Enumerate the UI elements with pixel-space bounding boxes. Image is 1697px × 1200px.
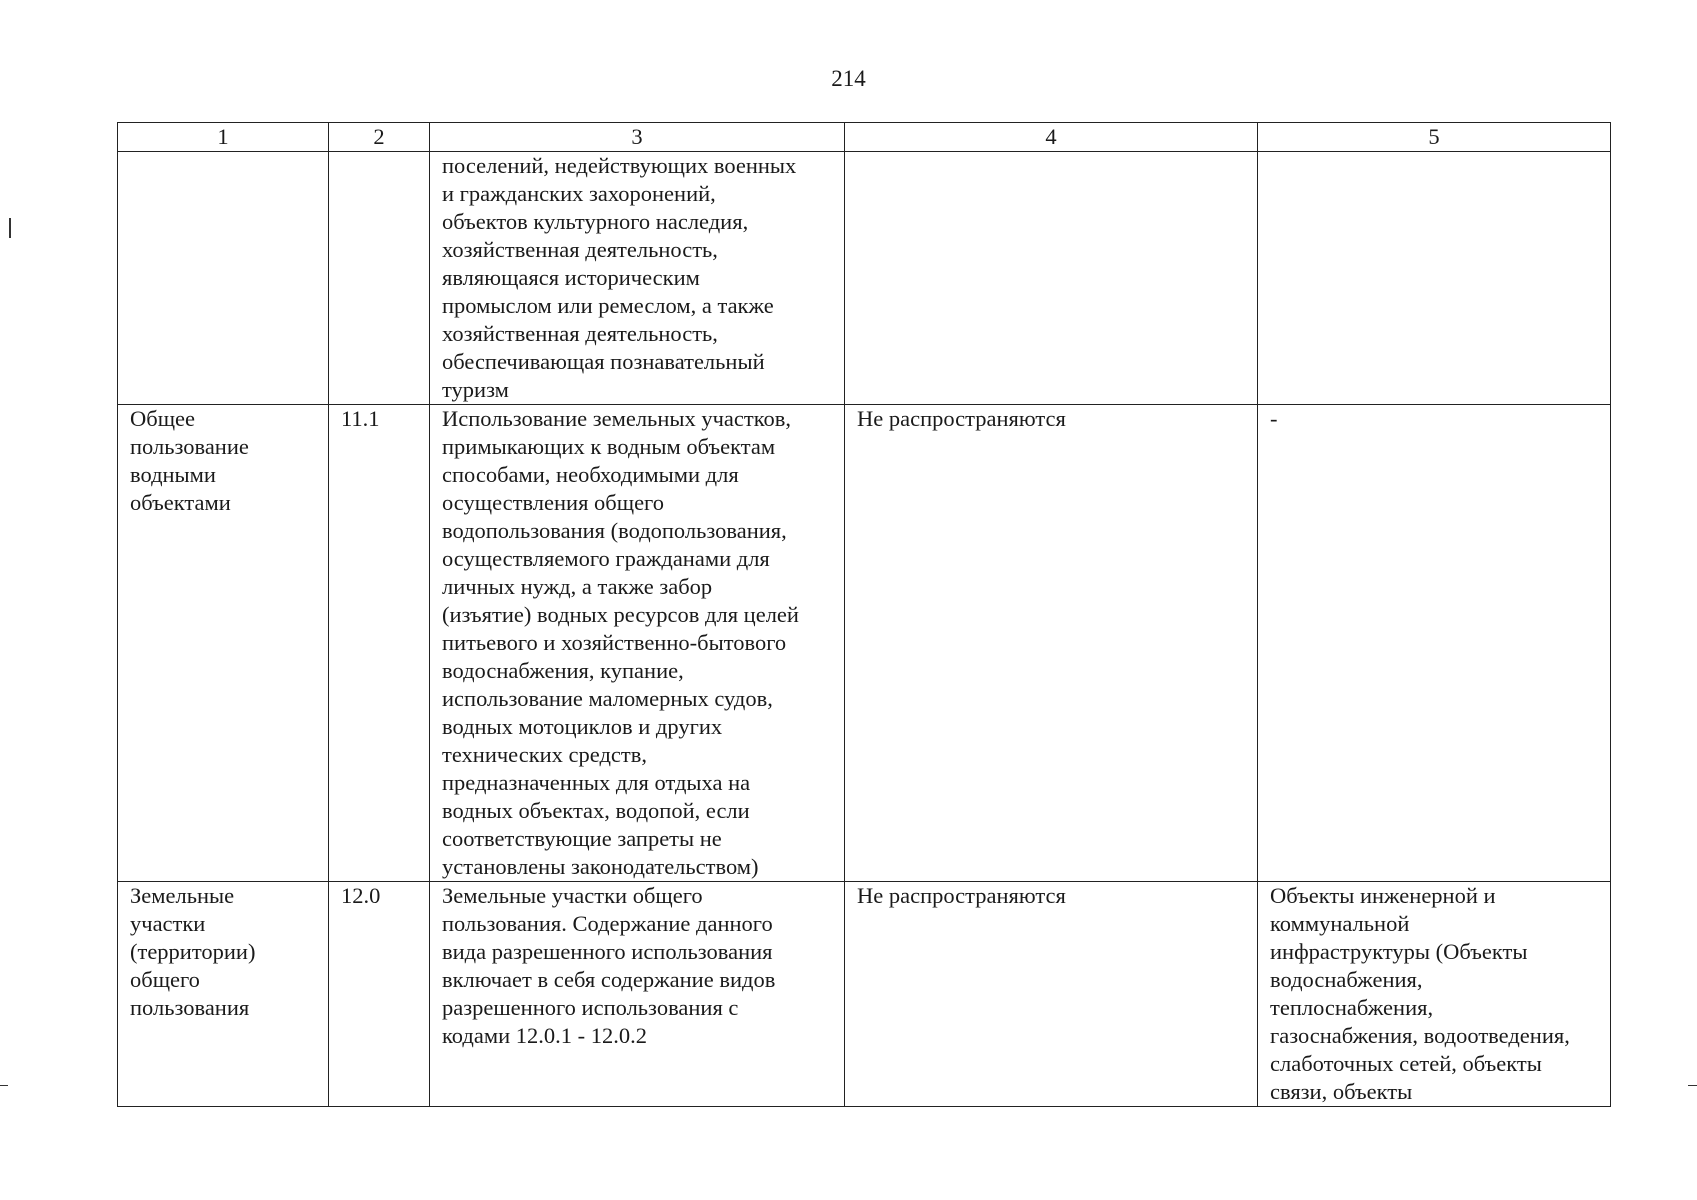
cell-name <box>118 405 329 882</box>
header-col-5: 5 <box>1258 123 1611 152</box>
cell-restrictions-text: Не распространяются <box>857 883 1066 908</box>
scan-artifact-mark <box>0 1085 8 1086</box>
cell-code <box>329 405 430 882</box>
cell-name-text: Общее пользование водными объектами <box>130 406 249 515</box>
cell-objects <box>1258 882 1611 1107</box>
table-row <box>118 405 1611 882</box>
scan-artifact-mark <box>9 218 11 238</box>
header-col-3: 3 <box>430 123 845 152</box>
cell-name <box>118 152 329 405</box>
table-header <box>118 123 1611 152</box>
cell-objects <box>1258 405 1611 882</box>
page-number: 214 <box>831 66 866 91</box>
cell-restrictions <box>845 152 1258 405</box>
cell-objects <box>1258 152 1611 405</box>
cell-description-text: поселений, недействующих военных и гражданских захоронений, объектов культурного наследия, хозяйственная деятельность, являющаяся историческим промыслом или ремеслом, а также хозяйственная деятельность, обеспечивающая познавательный туризм <box>442 153 797 402</box>
cell-restrictions-text: Не распространяются <box>857 406 1066 431</box>
cell-description-text: Земельные участки общего пользования. Содержание данного вида разрешенного использования включает в себя содержание видов разрешенного использования с кодами 12.0.1 - 12.0.2 <box>442 883 776 1048</box>
cell-code-text: 11.1 <box>341 406 380 431</box>
cell-name-text: Земельные участки (территории) общего пользования <box>130 883 256 1020</box>
table-row <box>118 882 1611 1107</box>
scan-artifact-mark <box>1688 1085 1697 1086</box>
cell-description <box>430 882 845 1107</box>
table-row <box>118 152 1611 405</box>
cell-objects-text: Объекты инженерной и коммунальной инфраструктуры (Объекты водоснабжения, теплоснабжения, газоснабжения, водоотведения, слаботочных сетей, объекты связи, объекты <box>1270 883 1570 1104</box>
table-body <box>118 152 1611 1107</box>
header-col-2: 2 <box>329 123 430 152</box>
header-col-4: 4 <box>845 123 1258 152</box>
cell-code <box>329 882 430 1107</box>
cell-restrictions <box>845 405 1258 882</box>
cell-name <box>118 882 329 1107</box>
header-row <box>118 123 1611 152</box>
cell-description-text: Использование земельных участков, примыкающих к водным объектам способами, необходимыми для осуществления общего водопользования (водопользования, осуществляемого гражданами для личных нужд, а также забор (изъятие) водных ресурсов для целей питьевого и хозяйственно-бытового водоснабжения, купание, использование маломерных судов, водных мотоциклов и других технических средств, предназначенных для отдыха на водных объектах, водопой, если соответствующие запреты не установлены законодательством) <box>442 406 799 879</box>
cell-restrictions <box>845 882 1258 1107</box>
cell-code-text: 12.0 <box>341 883 381 908</box>
cell-description <box>430 152 845 405</box>
header-col-1: 1 <box>118 123 329 152</box>
cell-objects-text: - <box>1270 406 1278 431</box>
cell-code <box>329 152 430 405</box>
cell-description <box>430 405 845 882</box>
land-use-table <box>117 122 1611 1107</box>
